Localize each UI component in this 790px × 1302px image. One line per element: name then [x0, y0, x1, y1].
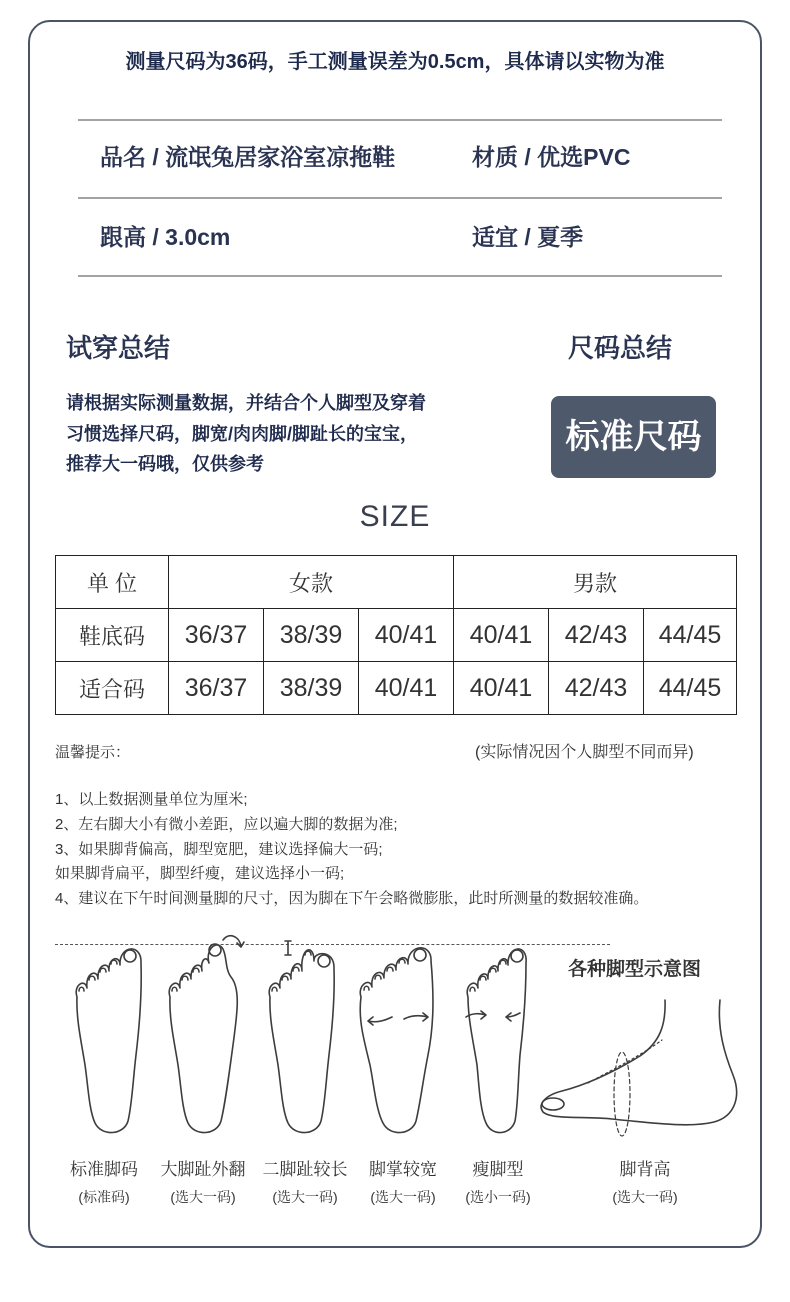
- tip-item: 2、左右脚大小有微小差距，应以遍大脚的数据为准;: [55, 815, 398, 833]
- tryon-line: 推荐大一码哦，仅供参考: [66, 454, 264, 474]
- fit-size-cell: 38/39: [264, 662, 359, 715]
- fit-size-cell: 42/43: [549, 662, 644, 715]
- foot-type-advice: (选大一码): [370, 1189, 436, 1205]
- foot-type-name: 瘦脚型: [472, 1160, 524, 1179]
- foot-side-outline: [541, 1000, 736, 1125]
- spec-season: 适宜 / 夏季: [472, 224, 584, 250]
- foot-type-name: 大脚趾外翻: [160, 1160, 246, 1179]
- sole-size-cell: 44/45: [644, 609, 737, 662]
- fit-size-cell: 44/45: [644, 662, 737, 715]
- tip-item: 3、如果脚背偏高，脚型宽肥，建议选择偏大一码;: [55, 840, 383, 858]
- women-header: 女款: [169, 556, 454, 609]
- divider: [78, 275, 722, 277]
- tip-item: 1、以上数据测量单位为厘米;: [55, 791, 248, 808]
- foot-outline: [169, 945, 237, 1133]
- tryon-line: 习惯选择尺码，脚宽/肉肉脚/脚趾长的宝宝，: [66, 423, 418, 444]
- foot-outline: [269, 950, 334, 1133]
- table-row: [56, 662, 737, 715]
- tip-item: 如果脚背扁平，脚型纤瘦，建议选择小一码;: [55, 865, 345, 883]
- foot-type-name: 脚掌较宽: [369, 1160, 437, 1179]
- sole-size-label: 鞋底码: [56, 609, 169, 662]
- table-row: [56, 609, 737, 662]
- spec-product-name: 品名 / 流氓兔居家浴室凉拖鞋: [100, 144, 396, 170]
- slim-foot-icon: [466, 949, 526, 1133]
- length-marker-icon: [285, 941, 291, 955]
- fit-size-cell: 40/41: [454, 662, 549, 715]
- fit-size-cell: 40/41: [359, 662, 454, 715]
- foot-types-title: 各种脚型示意图: [568, 959, 702, 980]
- foot-type-advice: (选大一码): [170, 1189, 236, 1205]
- divider: [78, 197, 722, 199]
- foot-type-slim: [438, 1158, 558, 1207]
- foot-type-high-instep: [585, 1158, 705, 1207]
- foot-type-name: 二脚趾较长: [262, 1160, 348, 1179]
- bend-arrow-icon: [223, 936, 244, 947]
- high-instep-foot-icon: [541, 1000, 736, 1136]
- unit-header: 单 位: [56, 556, 169, 609]
- tips-title: 温馨提示：: [55, 744, 131, 761]
- foot-outline: [467, 949, 526, 1133]
- size-summary-badge: 标准尺码: [551, 396, 716, 478]
- men-header: 男款: [454, 556, 737, 609]
- foot-type-name: 脚背高: [619, 1160, 671, 1179]
- tips-disclaimer: (实际情况因个人脚型不同而异): [475, 744, 694, 761]
- spec-material: 材质 / 优选PVC: [472, 144, 631, 170]
- sole-size-cell: 40/41: [359, 609, 454, 662]
- tryon-summary-text: [66, 388, 426, 480]
- fit-size-label: 适合码: [56, 662, 169, 715]
- wide-foot-icon: [360, 948, 433, 1133]
- long-second-toe-foot-icon: [269, 950, 334, 1133]
- sole-size-cell: 38/39: [264, 609, 359, 662]
- standard-foot-icon: [76, 949, 141, 1133]
- sole-size-cell: 36/37: [169, 609, 264, 662]
- bunion-foot-icon: [169, 936, 244, 1133]
- divider: [78, 119, 722, 121]
- size-table: [55, 555, 737, 715]
- foot-outline: [360, 948, 433, 1133]
- sole-size-cell: 42/43: [549, 609, 644, 662]
- size-summary-title: 尺码总结: [568, 333, 673, 363]
- foot-illustrations: [0, 930, 790, 1160]
- foot-type-advice: (标准码): [78, 1189, 130, 1205]
- tryon-summary-title: 试穿总结: [66, 333, 171, 363]
- table-header-row: [56, 556, 737, 609]
- foot-type-advice: (选大一码): [612, 1189, 678, 1205]
- foot-outline: [76, 949, 141, 1133]
- tryon-line: 请根据实际测量数据，并结合个人脚型及穿着: [66, 393, 426, 413]
- measurement-notice: 测量尺码为36码，手工测量误差为0.5cm，具体请以实物为准: [125, 51, 665, 73]
- spec-heel-height: 跟高 / 3.0cm: [100, 224, 231, 250]
- size-heading: SIZE: [359, 500, 431, 533]
- fit-size-cell: 36/37: [169, 662, 264, 715]
- sole-size-cell: 40/41: [454, 609, 549, 662]
- foot-type-advice: (选大一码): [272, 1189, 338, 1205]
- tip-item: 4、建议在下午时间测量脚的尺寸，因为脚在下午会略微膨胀，此时所测量的数据较准确。: [55, 890, 649, 907]
- foot-type-advice: (选小一码): [465, 1189, 531, 1205]
- foot-type-name: 标准脚码: [70, 1160, 138, 1179]
- tips-list: [55, 788, 648, 912]
